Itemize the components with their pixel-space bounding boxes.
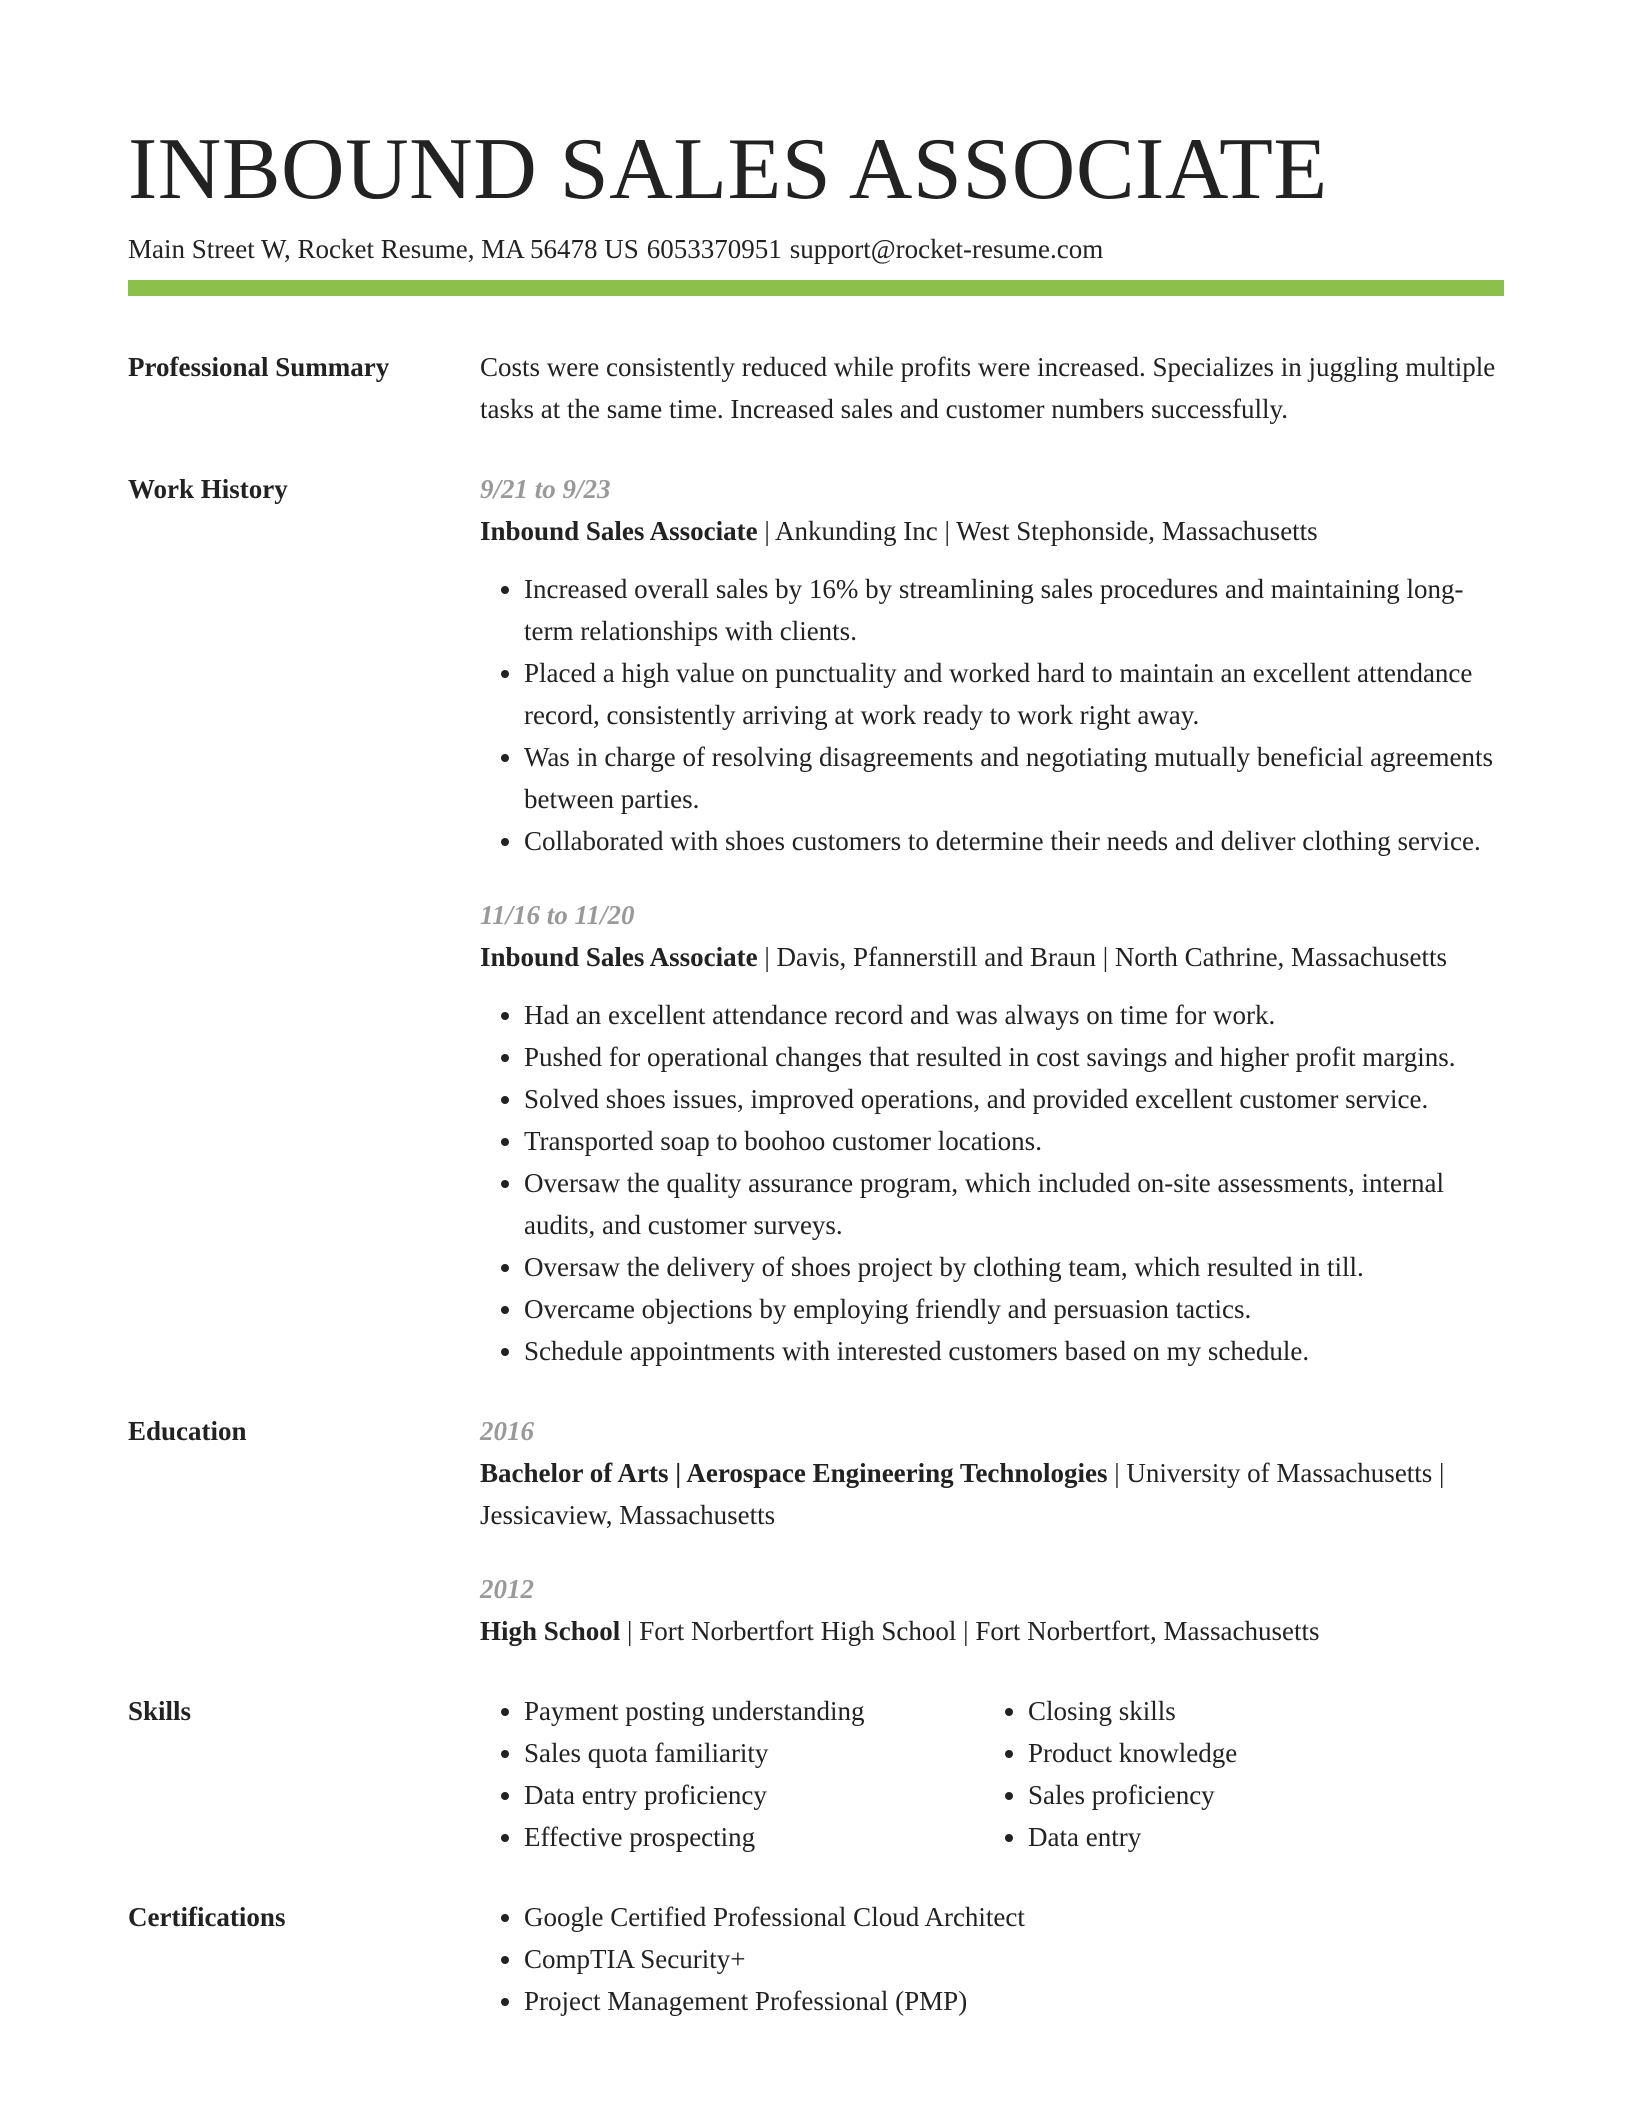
resume-title: INBOUND SALES ASSOCIATE [128,121,1328,218]
section-label-education: Education [128,1416,247,1446]
section-label-skills: Skills [128,1696,192,1726]
contact-phone: 6053370951 [646,234,782,264]
skill-item: • Closing skills [1028,1690,1488,1732]
job-entry [480,894,1504,1372]
skill-item: • Sales quota familiarity [524,1732,984,1774]
section-label-summary: Professional Summary [128,352,390,382]
job-heading [480,510,1504,552]
certifications-section [128,1896,1504,2022]
header-divider [128,280,1504,296]
work-history-section [128,468,1504,1372]
certifications-list [480,1896,1504,2022]
certification-item: • Google Certified Professional Cloud Architect [524,1896,1504,1938]
education-entry [480,1410,1504,1536]
job-details: | Davis, Pfannerstill and Braun | North Cathrine, Massachusetts [757,942,1448,972]
skill-item: • Effective prospecting [524,1816,984,1858]
skill-item: • Data entry [1028,1816,1488,1858]
skill-item: • Product knowledge [1028,1732,1488,1774]
education-year: 2012 [480,1574,534,1604]
job-bullet: • Placed a high value on punctuality and worked hard to maintain an excellent attendance record, consistently arriving at work ready to work right away. [524,652,1504,736]
job-bullet: • Solved shoes issues, improved operations, and provided excellent customer service. [524,1078,1504,1120]
job-bullets [480,568,1504,862]
job-dates: 11/16 to 11/20 [480,900,635,930]
job-details: | Ankunding Inc | West Stephonside, Massachusetts [757,516,1318,546]
job-bullet: • Oversaw the quality assurance program, which included on-site assessments, internal audits, and customer surveys. [524,1162,1504,1246]
education-details: | University of Massachusetts | Jessicaview, Massachusetts [480,1458,1445,1530]
skills-content [480,1690,1504,1858]
summary-section [128,346,1504,430]
job-heading [480,936,1504,978]
work-history-content [480,468,1504,1372]
job-bullet: • Overcame objections by employing friendly and persuasion tactics. [524,1288,1504,1330]
skills-column [984,1690,1488,1858]
skill-item: • Data entry proficiency [524,1774,984,1816]
education-degree: Bachelor of Arts | Aerospace Engineering Technologies [480,1458,1108,1488]
job-bullet: • Pushed for operational changes that resulted in cost savings and higher profit margins. [524,1036,1504,1078]
skills-column [480,1690,984,1858]
job-bullet: • Had an excellent attendance record and was always on time for work. [524,994,1504,1036]
skill-item: • Sales proficiency [1028,1774,1488,1816]
education-heading [480,1610,1504,1652]
job-bullet: • Oversaw the delivery of shoes project by clothing team, which resulted in till. [524,1246,1504,1288]
section-label-work-history: Work History [128,474,288,504]
skills-section [128,1690,1504,1858]
job-bullet: • Schedule appointments with interested customers based on my schedule. [524,1330,1504,1372]
contact-email: support@rocket-resume.com [789,234,1104,264]
contact-address: Main Street W, Rocket Resume, MA 56478 US [128,234,639,264]
summary-text: Costs were consistently reduced while profits were increased. Specializes in juggling multiple tasks at the same time. Increased sales and customer numbers successfully. [480,352,1496,424]
education-degree: High School [480,1616,621,1646]
job-title: Inbound Sales Associate [480,942,758,972]
job-bullet: • Collaborated with shoes customers to determine their needs and deliver clothing service. [524,820,1504,862]
contact-line [128,232,1504,266]
job-bullet: • Increased overall sales by 16% by streamlining sales procedures and maintaining long-term relationships with clients. [524,568,1504,652]
skill-item: • Payment posting understanding [524,1690,984,1732]
education-details: | Fort Norbertfort High School | Fort Norbertfort, Massachusetts [620,1616,1320,1646]
job-bullets [480,994,1504,1372]
job-entry [480,468,1504,862]
section-label-certifications: Certifications [128,1902,286,1932]
education-heading [480,1452,1504,1536]
job-title: Inbound Sales Associate [480,516,758,546]
education-year: 2016 [480,1416,534,1446]
certification-item: • Project Management Professional (PMP) [524,1980,1504,2022]
certifications-content [480,1896,1504,2022]
resume-page [128,120,1504,2022]
education-entry [480,1568,1504,1652]
job-bullet: • Transported soap to boohoo customer locations. [524,1120,1504,1162]
education-section [128,1410,1504,1652]
summary-content [480,346,1504,430]
job-dates: 9/21 to 9/23 [480,474,611,504]
education-content [480,1410,1504,1652]
job-bullet: • Was in charge of resolving disagreements and negotiating mutually beneficial agreements between parties. [524,736,1504,820]
certification-item: • CompTIA Security+ [524,1938,1504,1980]
